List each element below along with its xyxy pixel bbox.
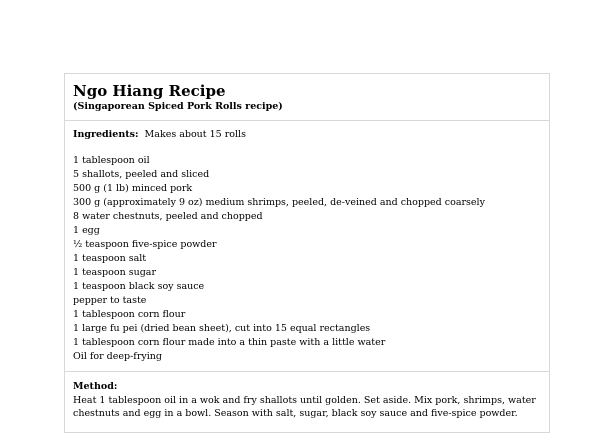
recipe-subtitle: (Singaporean Spiced Pork Rolls recipe)	[73, 101, 283, 112]
ingredient-item: 300 g (approximately 9 oz) medium shrimps, peeled, de-veined and chopped coarsely	[73, 197, 485, 208]
recipe-header	[65, 74, 549, 121]
ingredient-item: 1 teaspoon black soy sauce	[73, 281, 205, 292]
ingredients-label: Ingredients:	[73, 129, 139, 140]
recipe-title: Ngo Hiang Recipe	[73, 82, 226, 100]
ingredient-item: 1 teaspoon sugar	[73, 267, 156, 278]
method-text: Heat 1 tablespoon oil in a wok and fry shallots until golden. Set aside. Mix pork, shrimps, water chestnuts and egg in a bowl. Season with salt, sugar, black soy sauce and five-spice powder.	[73, 395, 536, 419]
ingredient-item: 5 shallots, peeled and sliced	[73, 169, 210, 180]
ingredient-item: ½ teaspoon five-spice powder	[73, 239, 217, 250]
ingredient-item: 1 large fu pei (dried bean sheet), cut into 15 equal rectangles	[73, 323, 371, 334]
ingredient-item: 500 g (1 lb) minced pork	[73, 183, 193, 194]
ingredient-item: 1 egg	[73, 225, 100, 236]
ingredients-list	[73, 154, 541, 364]
recipe-yield: Makes about 15 rolls	[144, 129, 246, 140]
ingredient-item: Oil for deep-frying	[73, 351, 162, 362]
ingredients-heading	[73, 129, 541, 141]
method-section	[65, 372, 549, 420]
ingredient-item: 1 teaspoon salt	[73, 253, 147, 264]
ingredients-section	[65, 121, 549, 372]
recipe-card	[64, 73, 550, 433]
ingredient-item: pepper to taste	[73, 295, 147, 306]
method-label: Method:	[73, 381, 118, 392]
ingredient-item: 1 tablespoon oil	[73, 155, 150, 166]
ingredient-item: 1 tablespoon corn flour made into a thin paste with a little water	[73, 337, 386, 348]
ingredient-item: 1 tablespoon corn flour	[73, 309, 186, 320]
ingredient-item: 8 water chestnuts, peeled and chopped	[73, 211, 263, 222]
